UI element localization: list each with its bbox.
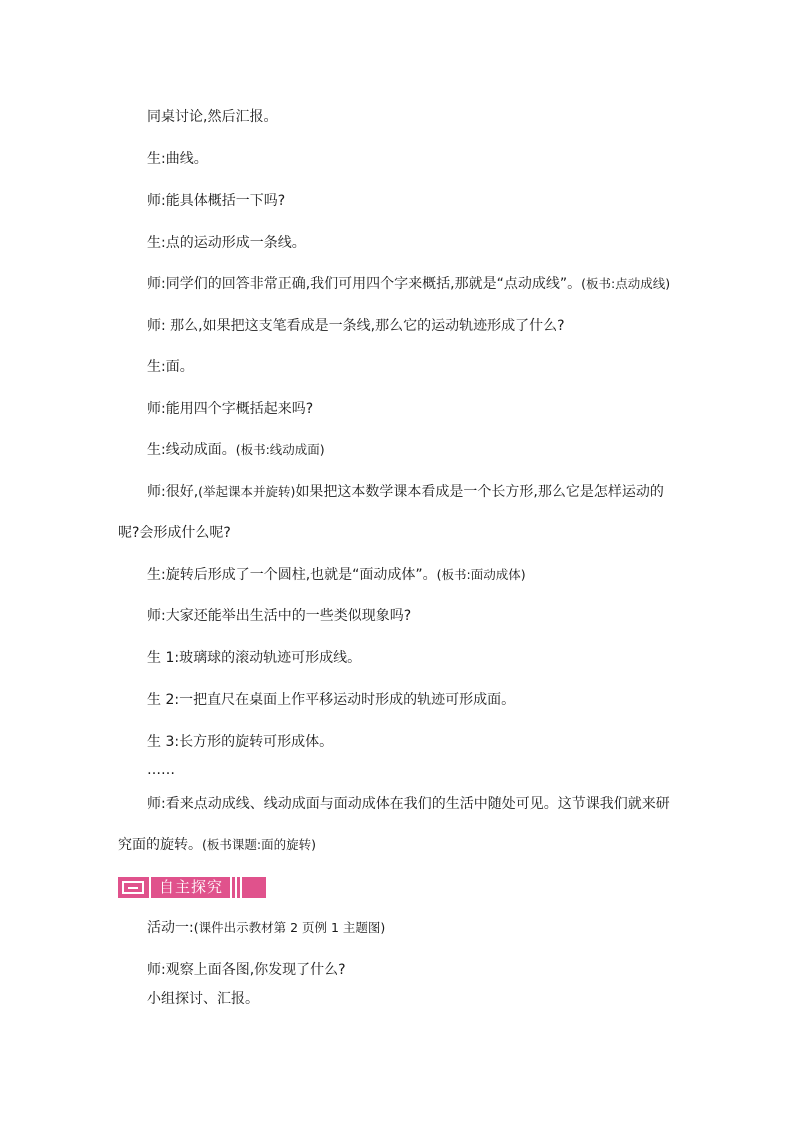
paragraph: [147, 649, 361, 667]
text: 活动一:: [147, 920, 194, 936]
text: 师:很好,: [147, 484, 199, 500]
paragraph: [147, 150, 208, 168]
section-title: 自主探究: [159, 878, 224, 896]
paragraph: [147, 108, 277, 126]
paragraph: [147, 919, 385, 937]
board-note: (板书课题:面的旋转): [202, 837, 316, 852]
text: 生:旋转后形成了一个圆柱,也就是“面动成体”。: [147, 567, 437, 583]
paragraph: [147, 317, 565, 335]
text: ……: [147, 762, 175, 778]
paragraph: [147, 566, 526, 584]
text: 生:面。: [147, 359, 194, 375]
text: 师: 那么,如果把这支笔看成是一条线,那么它的运动轨迹形成了什么?: [147, 318, 565, 334]
paragraph: [147, 961, 346, 979]
section-header: [118, 877, 266, 898]
board-note: (板书:面动成体): [436, 567, 526, 582]
paragraph: [147, 795, 670, 813]
text: 生:线动成面。: [147, 442, 236, 458]
text: 师:能用四个字概括起来吗?: [147, 401, 314, 417]
text: 师:看来点动成线、线动成面与面动成体在我们的生活中随处可见。这节课我们就来研: [147, 796, 670, 812]
paragraph: [147, 607, 411, 625]
text: 小组探讨、汇报。: [147, 991, 259, 1007]
paragraph: [147, 990, 259, 1008]
text: 生 1:玻璃球的滚动轨迹可形成线。: [147, 650, 362, 666]
board-note: (板书:线动成面): [235, 442, 325, 457]
text: 生:点的运动形成一条线。: [147, 235, 306, 251]
paragraph: [147, 691, 515, 709]
action-note: (举起课本并旋转): [198, 484, 296, 499]
text: 生:曲线。: [147, 151, 208, 167]
decorative-bars-icon: [230, 877, 245, 898]
section-number-icon: [122, 881, 144, 894]
text: 如果把这本数学课本看成是一个长方形,那么它是怎样运动的: [295, 484, 664, 500]
text: 师:同学们的回答非常正确,我们可用四个字来概括,那就是“点动成线”。: [147, 276, 582, 292]
courseware-note: (课件出示教材第 2 页例 1 主题图): [193, 920, 386, 935]
paragraph-continued: [118, 524, 231, 542]
text: 师:观察上面各图,你发现了什么?: [147, 962, 346, 978]
section-divider: [149, 877, 151, 898]
text: 生 3:长方形的旋转可形成体。: [147, 734, 334, 750]
paragraph: [147, 400, 313, 418]
text: 呢?会形成什么呢?: [118, 525, 231, 541]
text: 师:大家还能举出生活中的一些类似现象吗?: [147, 608, 412, 624]
text: 生 2:一把直尺在桌面上作平移运动时形成的轨迹可形成面。: [147, 692, 516, 708]
paragraph: [147, 192, 285, 210]
text: 同桌讨论,然后汇报。: [147, 109, 278, 125]
text: 师:能具体概括一下吗?: [147, 193, 286, 209]
board-note: (板书:点动成线): [581, 276, 671, 291]
paragraph-continued: [118, 836, 316, 854]
paragraph: [147, 733, 333, 751]
paragraph: [147, 234, 306, 252]
paragraph: [147, 483, 664, 501]
ellipsis: [147, 761, 175, 779]
paragraph: [147, 358, 194, 376]
paragraph: [147, 441, 325, 459]
text: 究面的旋转。: [118, 837, 202, 853]
paragraph: [147, 275, 670, 293]
